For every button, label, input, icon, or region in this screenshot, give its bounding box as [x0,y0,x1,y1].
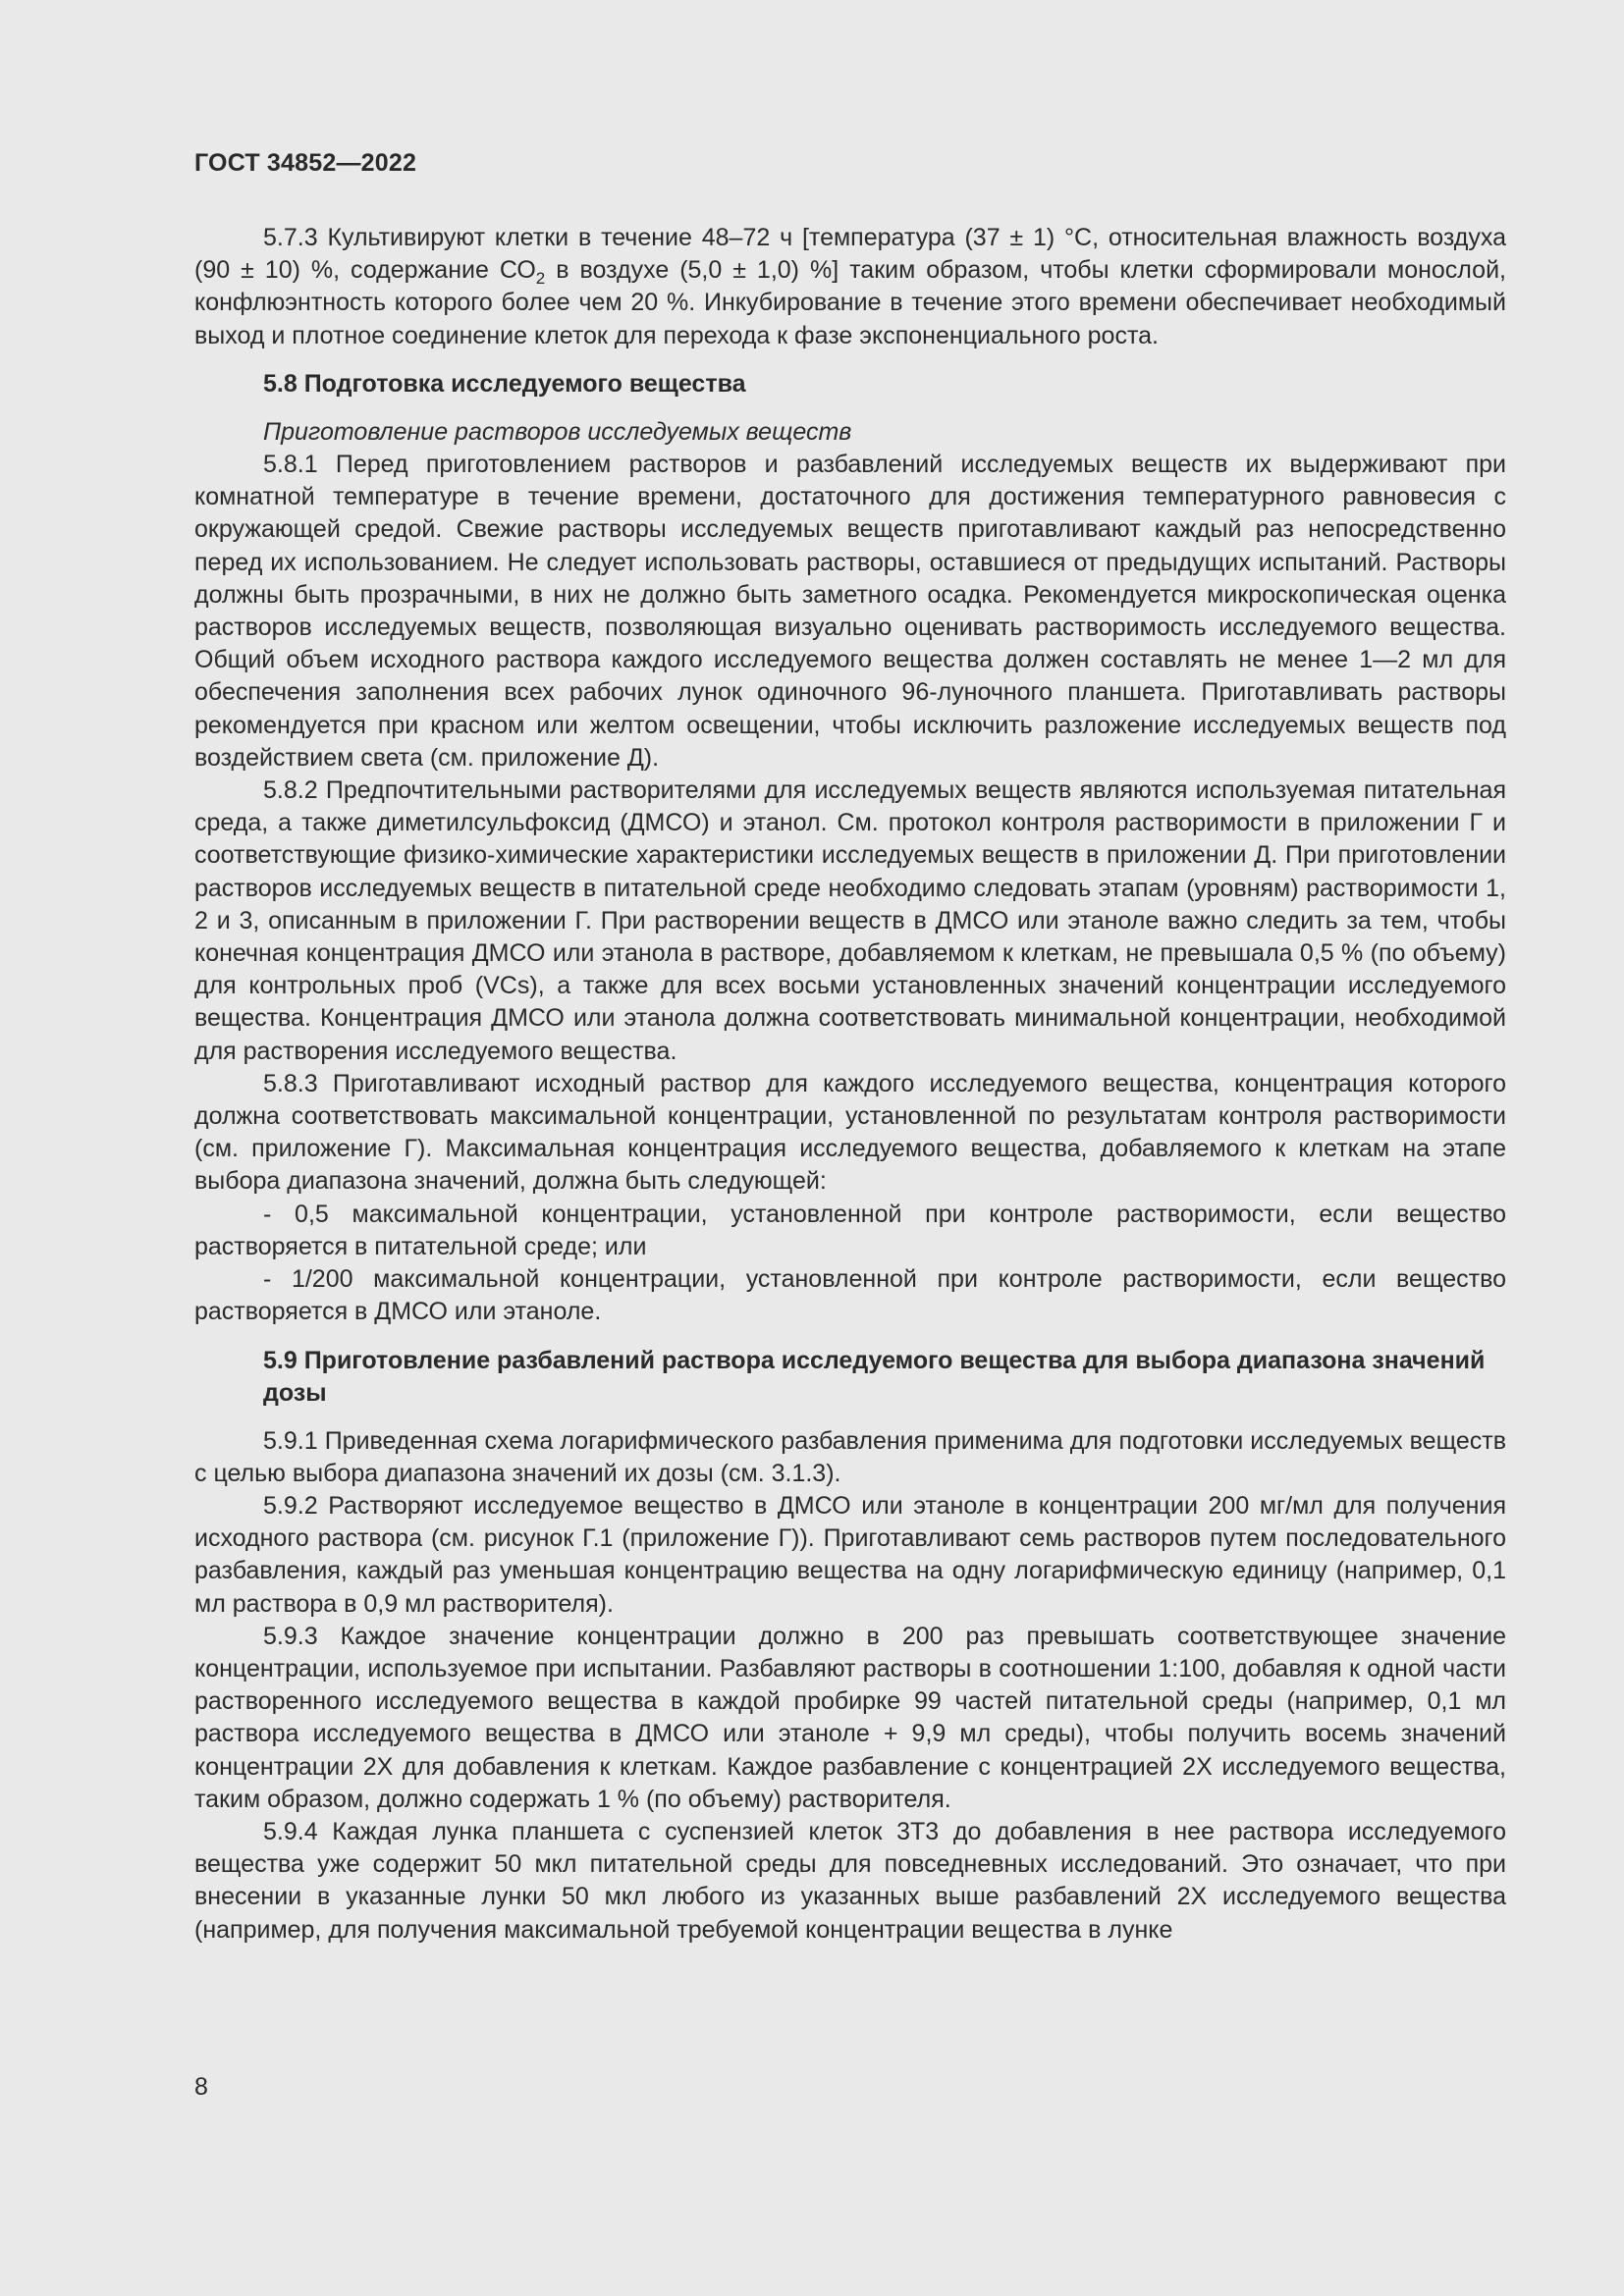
paragraph-5-8-1: 5.8.1 Перед приготовлением растворов и разбавлений исследуемых веществ их выдерживают при комнатной температуре в течение времени, достаточного для достижения температурного равновесия с окружающей средой. Свежие растворы исследуемых веществ приготавливают каждый раз непосредственно перед их использованием. Не следует использовать растворы, оставшиеся от предыдущих испытаний. Растворы должны быть прозрачными, в них не должно быть заметного осадка. Рекомендуется микроскопическая оценка растворов исследуемых веществ, позволяющая визуально оценивать растворимость исследуемого вещества. Общий объем исходного раствора каждого исследуемого вещества должен составлять не менее 1—2 мл для обеспечения заполнения всех рабочих лунок одиночного 96-луночного планшета. Приготавливать растворы рекомендуется при красном или желтом освещении, чтобы исключить разложение исследуемых веществ под воздействием света (см. приложение Д). [194,451,1506,772]
paragraph-5-7-3: 5.7.3 Культивируют клетки в течение 48–72 ч [температура (37 ± 1) °С, относительная влажность воздуха (90 ± 10) %, содержание $СО_2$ в воздухе (5,0 ± 1,0) %] таким образом, чтобы клетки сформировали монослой, конфлюэнтность которого более чем 20 %. Инкубирование в течение этого времени обеспечивает необходимый выход и плотное соединение клеток для перехода к фазе экспоненциального роста. [194,224,1506,349]
paragraph-5-9-3: 5.9.3 Каждое значение концентрации должно в 200 раз превышать соответствующее значение концентрации, используемое при испытании. Разбавляют растворы в соотношении 1:100, добавляя к одной части растворенного исследуемого вещества в каждой пробирке 99 частей питательной среды (например, 0,1 мл раствора исследуемого вещества в ДМСО или этаноле + 9,9 мл среды), чтобы получить восемь значений концентрации 2Х для добавления к клеткам. Каждое разбавление с концентрацией 2Х исследуемого вещества, таким образом, должно содержать 1 % (по объему) растворителя. [194,1622,1506,1813]
paragraph-5-8-2: 5.8.2 Предпочтительными растворителями для исследуемых веществ являются используемая питательная среда, а также диметилсульфоксид (ДМСО) и этанол. См. протокол контроля растворимости в приложении Г и соответствующие физико-химические характеристики исследуемых веществ в приложении Д. При приготовлении растворов исследуемых веществ в питательной среде необходимо следовать этапам (уровням) растворимости 1, 2 и 3, описанным в приложении Г. При растворении веществ в ДМСО или этаноле важно следить за тем, чтобы конечная концентрация ДМСО или этанола в растворе, добавляемом к клеткам, не превышала 0,5 % (по объему) для контрольных проб (VCs), а также для всех восьми установленных значений концентрации исследуемого вещества. Концентрация ДМСО или этанола должна соответствовать минимальной концентрации, необходимой для растворения исследуемого вещества. [194,776,1506,1065]
list-item-1: - 0,5 максимальной концентрации, установленной при контроле растворимости, если вещество растворяется в питательной среде; или [194,1200,1506,1260]
paragraph-5-9-4: 5.9.4 Каждая лунка планшета с суспензией клеток 3Т3 до добавления в нее раствора исследуемого вещества уже содержит 50 мкл питательной среды для повседневных исследований. Это означает, что при внесении в указанные лунки 50 мкл любого из указанных выше разбавлений 2Х исследуемого вещества (например, для получения максимальной требуемой концентрации вещества в лунке [194,1817,1506,1944]
section-heading-5-9: 5.9 Приготовление разбавлений раствора исследуемого вещества для выбора диапазона значений дозы [263,1346,1486,1407]
section-heading-5-8: 5.8 Подготовка исследуемого вещества [263,369,746,398]
document-body [194,222,1506,1947]
page-number: 8 [194,2073,208,2101]
subheading-solutions: Приготовление растворов исследуемых веществ [263,417,852,446]
subscript-2: 2 [535,269,546,289]
document-header: ГОСТ 34852—2022 [194,149,417,177]
paragraph-5-8-3: 5.8.3 Приготавливают исходный раствор для каждого исследуемого вещества, концентрация которого должна соответствовать максимальной концентрации, установленной по результатам контроля растворимости (см. приложение Г). Максимальная концентрация исследуемого вещества, добавляемого к клеткам на этапе выбора диапазона значений, должна быть следующей: [194,1069,1506,1196]
paragraph-5-9-1: 5.9.1 Приведенная схема логарифмического разбавления применима для подготовки исследуемых веществ с целью выбора диапазона значений их дозы (см. 3.1.3). [194,1426,1506,1487]
list-item-2: - 1/200 максимальной концентрации, установленной при контроле растворимости, если вещество растворяется в ДМСО или этаноле. [194,1265,1506,1326]
paragraph-5-9-2: 5.9.2 Растворяют исследуемое вещество в ДМСО или этаноле в концентрации 200 мг/мл для получения исходного раствора (см. рисунок Г.1 (приложение Г)). Приготавливают семь растворов путем последовательного разбавления, каждый раз уменьшая концентрацию вещества на одну логарифмическую единицу (например, 0,1 мл раствора в 0,9 мл растворителя). [194,1491,1506,1618]
